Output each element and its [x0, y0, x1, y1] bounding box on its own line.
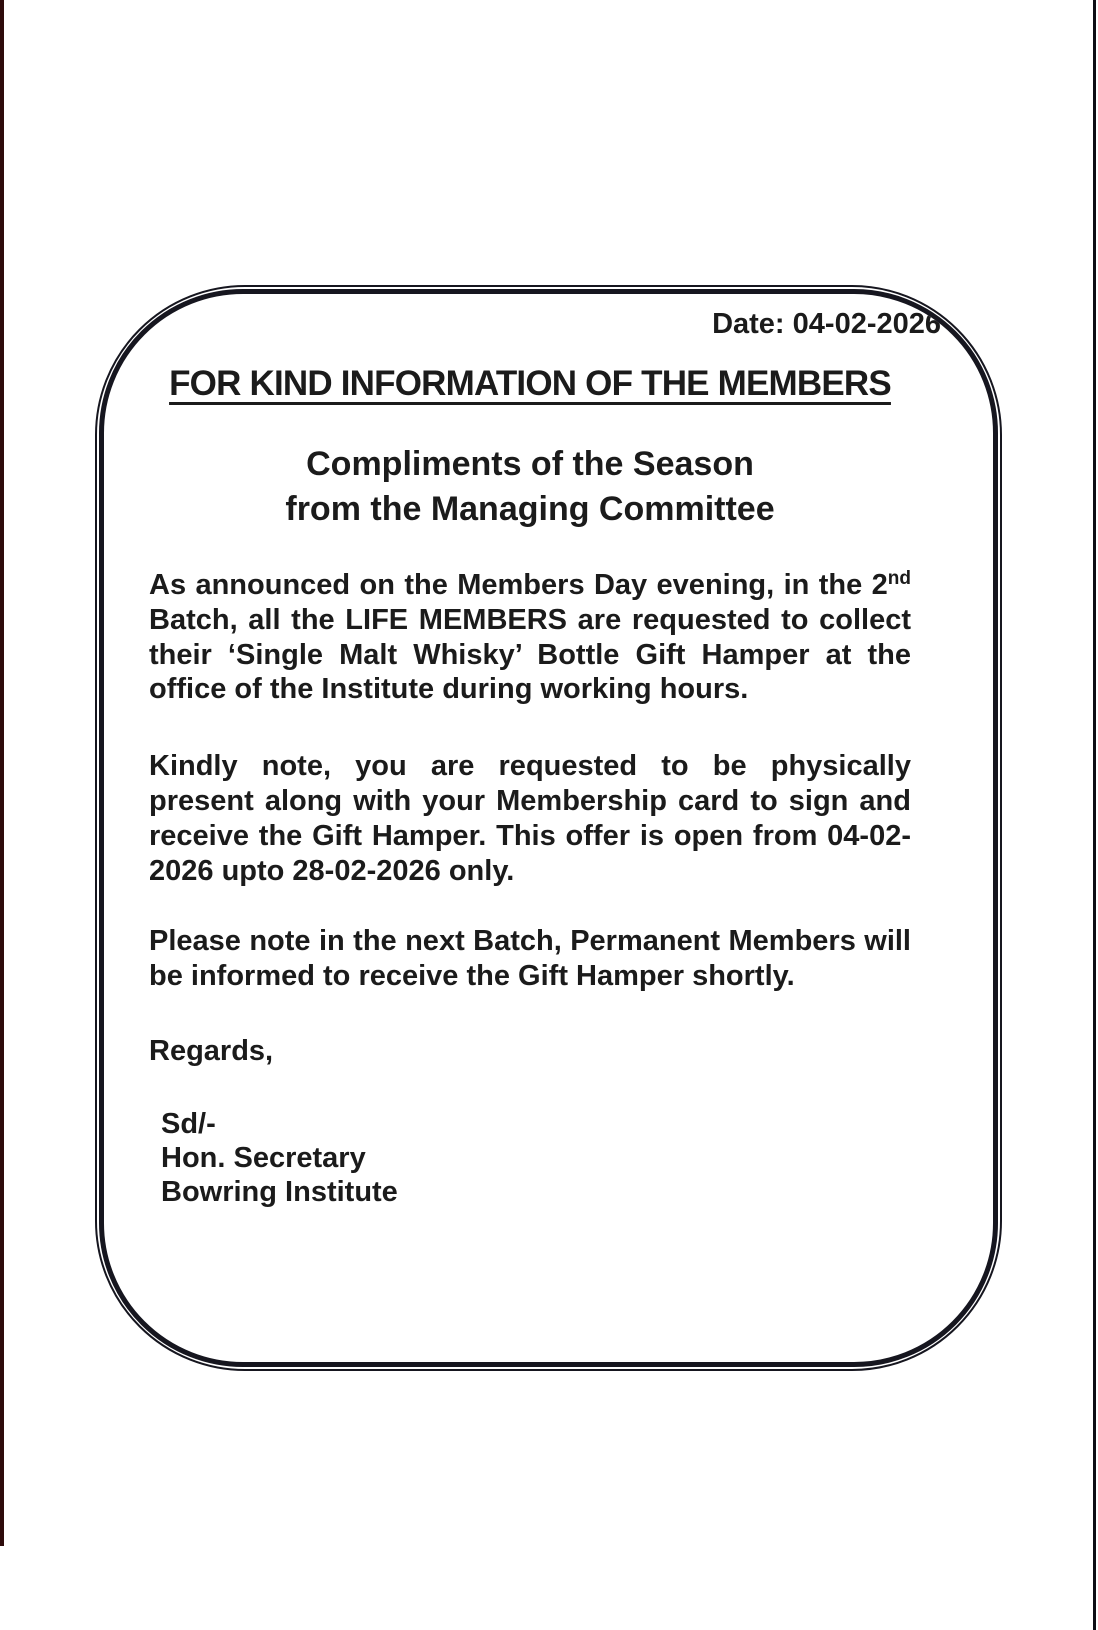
subheading-line-2: from the Managing Committee: [285, 490, 775, 528]
regards-label: Regards,: [149, 1034, 274, 1067]
notice-card: [99, 289, 998, 1367]
signature-organization: Bowring Institute: [161, 1175, 398, 1208]
paragraph-2: Kindly note, you are requested to be physically present along with your Membership card to sign and receive the Gift Hamper. This offer is open from 04-02-2026 upto 28-02-2026 only.: [149, 750, 911, 887]
notice-subheading: [149, 442, 911, 532]
paragraph-1: [149, 568, 911, 707]
notice-border: [95, 285, 1002, 1371]
signature-title: Hon. Secretary: [161, 1141, 366, 1174]
date-label: Date: 04-02-2026: [712, 308, 941, 340]
paragraph-3: Please note in the next Batch, Permanent Members will be informed to receive the Gift Hamper shortly.: [149, 925, 911, 993]
right-edge-stripe: [1093, 0, 1096, 1630]
paragraph-1-text: As announced on the Members Day evening, in the 2: [149, 569, 888, 601]
signature-block: [161, 1107, 911, 1209]
subheading-line-1: Compliments of the Season: [306, 445, 754, 483]
left-edge-stripe: [0, 0, 4, 1546]
ordinal-superscript: nd: [887, 568, 911, 589]
signature-sd: Sd/-: [161, 1107, 216, 1140]
notice-heading: FOR KIND INFORMATION OF THE MEMBERS: [169, 364, 891, 403]
paragraph-1-text-continued: Batch, all the LIFE MEMBERS are requested to collect their ‘Single Malt Whisky’ Bottle Gift Hamper at the office of the Institute during working hours.: [149, 603, 911, 706]
